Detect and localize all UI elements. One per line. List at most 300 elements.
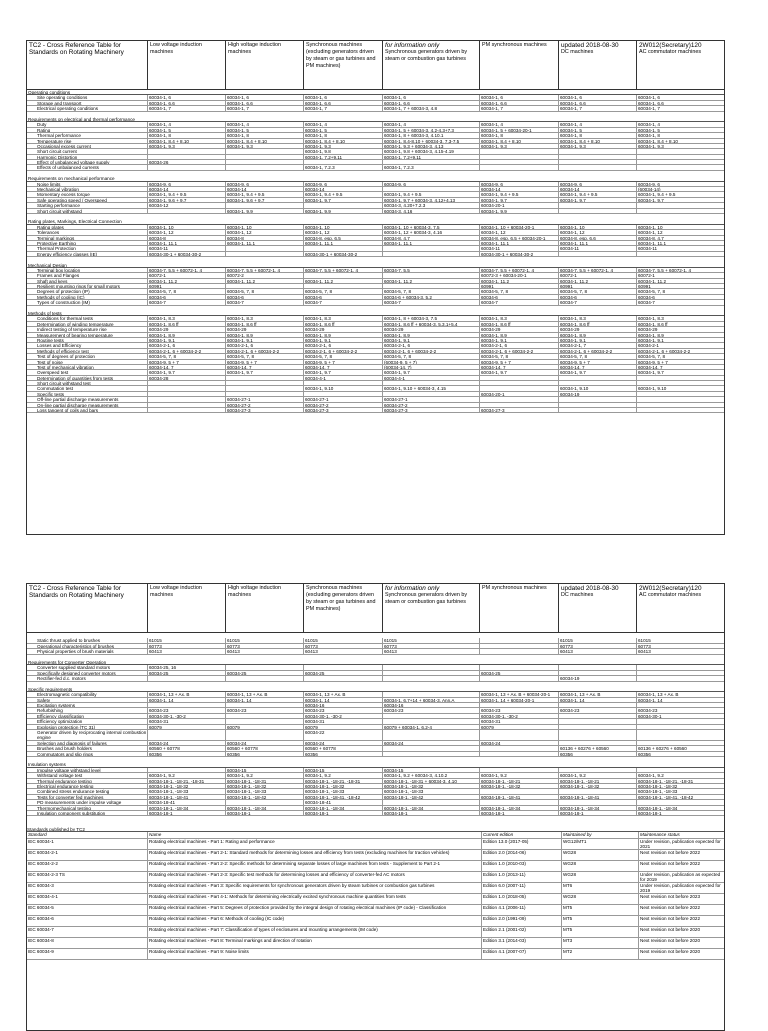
table-cell: [480, 789, 559, 793]
table-cell: [480, 381, 559, 385]
table-cell: [559, 165, 637, 169]
table-cell: 60034-1, 13 + Ax. B: [226, 692, 304, 696]
table-cell: 60034-27-2: [383, 403, 480, 407]
table-cell: 60034-1, 9.9: [480, 209, 559, 213]
table-cell: [637, 252, 724, 256]
row-label: Site operating conditions: [27, 95, 148, 99]
table-cell: 60356: [304, 752, 383, 756]
row-label: Efficiency optimization: [27, 719, 148, 723]
table-cell: [148, 386, 226, 390]
maintenance-status: Next revision not before 2022: [640, 915, 701, 921]
table-cell: [383, 719, 480, 723]
table-cell: [480, 703, 559, 707]
table-cell: 60034-18-1, -18-31 + 60034-3, 4.10: [383, 779, 480, 783]
table-cell: 61015: [559, 638, 637, 642]
table-cell: 60034-14: [148, 187, 226, 191]
row-label: Effect of unbalanced voltage supply: [27, 160, 148, 164]
table-cell: 60034-1, 9.10: [304, 386, 383, 390]
table-cell: 60034-1, 12: [480, 230, 559, 234]
table-cell: 60991: [148, 284, 226, 288]
table-cell: [304, 160, 383, 164]
table-cell: 60034-18-1: [638, 810, 662, 816]
table-cell: 60034-1, 10: [559, 225, 637, 229]
table-cell: 60034-1, 9.2: [480, 773, 559, 777]
table-cell: 60034-1, 12: [148, 230, 226, 234]
row-label: Tests for converter fed machines: [27, 795, 148, 799]
table-cell: 60413: [559, 649, 637, 653]
table-cell: 60560 + 60778: [148, 746, 226, 750]
maintained-by: WG28: [562, 850, 639, 860]
maintenance-status: Next revision not before 2022: [640, 849, 701, 855]
col-header: Synchronous machines (excluding generators driven by steam or gas turbines and PM machines): [304, 584, 383, 632]
table-cell: [304, 392, 383, 396]
row-label: Rating: [27, 128, 148, 132]
table-cell: 60356: [226, 752, 304, 756]
table-cell: 60034-18-1, -18-41: [148, 795, 226, 799]
table-cell: 60034-1, 9.1: [480, 338, 559, 342]
row-label: Protective Earthing: [27, 241, 148, 245]
standard-row: [27, 872, 724, 883]
doc-ref: 2W012(Secretary)120: [639, 585, 702, 592]
table-cell: 60072-2: [226, 273, 304, 277]
col-header: Synchronous machines (excluding generators driven by steam or gas turbines and PM machines): [304, 41, 383, 89]
table-cell: [148, 403, 226, 407]
maintained-by: WG28: [562, 894, 639, 904]
col-header-text: Synchronous generators driven by steam or combustion gas turbines: [385, 49, 468, 62]
table-cell: 60034-16: [383, 703, 480, 707]
table-cell: 60034-7: [148, 300, 226, 304]
table-cell: 60034-1, 6.6: [148, 101, 226, 105]
table-row: [27, 408, 724, 413]
table-cell: 61015: [148, 638, 226, 642]
table-cell: 60034-2-1, 6 + 60034-2-2: [638, 348, 691, 354]
table-cell: 60034-1, 9.9: [304, 209, 383, 213]
table-cell: 60034-1, 9.1: [304, 338, 383, 342]
table-cell: 60034-9, 5 + 7: [638, 359, 668, 364]
table-cell: [148, 676, 226, 680]
table-cell: [637, 676, 724, 680]
row-label: Indirect testing of temperature rise: [27, 327, 148, 331]
table-cell: 60034-1, 14 + 60034-20-1: [480, 698, 559, 702]
table-cell: 60034-2-1, 6 + 60034-2-2: [304, 349, 383, 353]
table-cell: 60034-1, 8: [148, 133, 226, 137]
table-cell: 60034-1, 9.7: [559, 198, 637, 202]
table-cell: 60034-18-1: [383, 811, 480, 815]
section-title: Operating conditions: [28, 90, 71, 95]
maintenance-status: Next revision not before 2020: [640, 926, 701, 932]
standard-number: IEC 60034-2-3 TS: [27, 872, 148, 882]
table-cell: 60034-1, 9.2: [226, 773, 304, 777]
table-cell: 60034-27-3: [304, 408, 383, 412]
maintenance-status: Under revision, publication expected for 2021: [640, 838, 721, 849]
table-cell: 60034-16: [304, 703, 383, 707]
table-cell: [637, 149, 724, 153]
table-cell: 60034-1, 9.4 + 9.5: [148, 192, 226, 196]
table-cell: 60034-1, 5: [559, 128, 637, 132]
table-cell: [559, 768, 637, 772]
table-cell: 60079 + 60034-1, 6.2-4: [383, 725, 480, 729]
current-edition: Edition 2.0 (2014-06): [482, 850, 562, 860]
table-cell: 60034-18-1: [559, 811, 637, 815]
table-cell: [383, 284, 480, 288]
table-cell: 60034-1, 8.9: [559, 333, 637, 337]
table-title: TC2 - Cross Reference Table for Standards on Rotating Machinery: [27, 41, 148, 89]
maintained-by: WG28: [562, 861, 639, 871]
table-cell: 60034-1, 12: [226, 230, 304, 234]
maintained-by: MT3: [562, 938, 639, 948]
table-cell: 60034-18-1, -18-41, -18-42: [638, 794, 694, 800]
standard-row: [27, 927, 724, 938]
section-title: Specific requirements: [28, 686, 73, 692]
table-cell: 60034-1, 9.4 + 9.5: [304, 192, 383, 196]
table-cell: 60034-1, 8.9: [304, 333, 383, 337]
table-cell: 60034-6: [148, 295, 226, 299]
table-cell: 60413: [638, 649, 651, 654]
table-cell: 60034-5, 7, 8: [226, 354, 304, 358]
row-label: Short circuit current: [27, 149, 148, 153]
table-cell: [226, 252, 304, 256]
row-label: Overspeed test: [27, 370, 148, 374]
table-cell: 60034-30-1, -30-2: [480, 714, 559, 718]
standard-row: [27, 905, 724, 916]
table-cell: [226, 203, 304, 207]
table-cell: 60034-1, 9.3: [226, 144, 304, 148]
table-cell: 61015: [638, 638, 651, 643]
row-label: Shaft and keys: [27, 279, 148, 283]
table-cell: 60034-23: [480, 708, 559, 712]
table-cell: 60034-18-1, -18-34: [226, 806, 304, 810]
standard-name: Rotating electrical machines - Part 8: Terminal markings and direction of rotation: [148, 938, 482, 948]
maintained-by: WG28: [562, 872, 639, 882]
table-cell: 60034-18-1, -18-34: [304, 806, 383, 810]
table-page-2: [26, 583, 725, 1031]
table-cell: 60034-31: [480, 719, 559, 723]
table-cell: 60034-1, 7 + 60034-3, 4.8: [383, 106, 480, 110]
row-label: Test of noise: [27, 360, 148, 364]
table-cell: 60034-18-1, -18-33: [148, 789, 226, 793]
table-cell: 60034-8, esp. 6.5 + 60034-20-1: [480, 236, 559, 240]
table-cell: 60034-1, 9.8: [304, 149, 383, 153]
table-cell: 60034-1, 6: [383, 95, 480, 99]
table-cell: 60034-5, 7, 8: [383, 354, 480, 358]
table-cell: 60034-1, 9.2 + 60034-3, 4.10.2: [383, 773, 480, 777]
table-cell: 60034-1, 11.2: [559, 279, 637, 283]
table-cell: 60034-2-1, 6 + 60034-2-2: [480, 349, 559, 353]
table-cell: 60034-23: [304, 708, 383, 712]
table-cell: [637, 671, 724, 675]
table-cell: [226, 376, 304, 380]
table-cell: 60034-1, 9.6 + 9.7: [226, 198, 304, 202]
table-cell: [480, 160, 559, 164]
standard-row: [27, 861, 724, 872]
table-cell: [637, 397, 724, 401]
row-label: Tolerances: [27, 230, 148, 234]
table-cell: 60034-1, 8: [304, 133, 383, 137]
table-cell: 60034-1, 9.9: [226, 209, 304, 213]
row-label: Effects of unbalanced currents: [27, 165, 148, 169]
table-cell: [559, 149, 637, 153]
table-cell: 60034-1, 4: [226, 122, 304, 126]
table-cell: 60034-29: [383, 327, 480, 331]
maintenance-status: Next revision not before 2022: [640, 860, 701, 866]
row-label: Static thrust applied to brushes: [27, 638, 148, 642]
table-cell: 60034-1, 9.10 + 60034-3, 4.15: [383, 386, 480, 390]
table-cell: [559, 376, 637, 380]
table-cell: [637, 800, 724, 804]
table-cell: 60034-1, 9.6 + 9.7: [148, 198, 226, 202]
standard-number: IEC 60034-4-1: [27, 894, 148, 904]
table-cell: 60356: [638, 751, 651, 756]
table-cell: [637, 665, 724, 669]
row-label: Measurement of bearing temperature: [27, 333, 148, 337]
table-cell: 60034-2-1, 6 + 60034-2-2: [383, 349, 480, 353]
table-cell: [480, 676, 559, 680]
standard-row: [27, 883, 724, 894]
table-cell: [559, 408, 637, 412]
table-cell: 60034-2-1, 6: [480, 343, 559, 347]
table-cell: 60034-1, 10: [304, 225, 383, 229]
table-cell: [559, 714, 637, 718]
table-cell: 60034-5, 7, 8: [559, 354, 637, 358]
table-cell: 60034-18-1, -18-32: [559, 784, 637, 788]
maintained-by: MT5: [562, 905, 639, 915]
table-cell: 60034-1, 9.1: [559, 338, 637, 342]
table-cell: 60034-1, 9.7 + 60034-3, 4.12+4.13: [383, 198, 480, 202]
table-cell: 60034-9, 6: [559, 182, 637, 186]
table-cell: [383, 752, 480, 756]
table-cell: 60356: [559, 752, 637, 756]
table-cell: [148, 165, 226, 169]
table-cell: 60034-1, 6: [638, 95, 660, 100]
table-header: [27, 41, 724, 90]
row-label: Insulation component substitution: [27, 811, 148, 815]
table-cell: 60034-1, 5 + 60034-3, 4.2-4.3+7.3: [383, 128, 480, 132]
table-cell: [226, 800, 304, 804]
table-cell: [304, 246, 383, 250]
table-cell: 60034-4-1: [304, 376, 383, 380]
table-cell: 60034-15: [226, 768, 304, 772]
table-cell: 60034-23: [383, 708, 480, 712]
table-cell: 60034-1, 5: [304, 128, 383, 132]
table-cell: [637, 768, 724, 772]
table-cell: 60034-12: [148, 203, 226, 207]
table-cell: 60034-24: [383, 741, 480, 745]
table-cell: 60034-9, 5 + 7: [480, 360, 559, 364]
table-cell: 60034-1, 11.1: [383, 241, 480, 245]
row-label: Storage and transport: [27, 101, 148, 105]
table-cell: 60034-14, 7: [226, 365, 304, 369]
table-cell: 60034-1, 13 + Ax. B + 60034-20-1: [480, 692, 559, 696]
table-cell: 60034-2-1, 6 + 60034-2-2: [148, 349, 226, 353]
row-label: Terminal box location: [27, 268, 148, 272]
table-cell: 61015: [383, 638, 480, 642]
table-cell: 60034-1, 9.4 + 9.5: [480, 192, 559, 196]
table-cell: 60034-1, 9.7: [304, 370, 383, 374]
table-cell: [480, 165, 559, 169]
current-edition: Edition 4.1 (2007-07): [482, 949, 562, 959]
table-cell: 60034-1, 9.3 + 60034-3, 4.13: [383, 144, 480, 148]
table-cell: 60034-18-1, -18-42: [226, 795, 304, 799]
standard-number: IEC 60034-2-1: [27, 850, 148, 860]
table-cell: 60034-1, 6.6: [383, 101, 480, 105]
table-cell: [226, 676, 304, 680]
row-label: Momentary excess torque: [27, 192, 148, 196]
table-cell: 60034-1, 7: [148, 106, 226, 110]
table-cell: 60034-1, 6: [226, 95, 304, 99]
table-cell: 60034-9, 6: [480, 182, 559, 186]
table-cell: 60034-18-1: [480, 811, 559, 815]
table-cell: 60034-30-1 + 60034-30-2: [304, 252, 383, 256]
table-cell: 60034-5, 7, 8: [304, 354, 383, 358]
col-header-text: AC commutator machines: [639, 592, 702, 598]
col-header-text: DC machines: [561, 49, 594, 55]
standards-col-header: Current edition: [482, 832, 562, 837]
table-cell: 60034-1, 8.3: [226, 316, 304, 320]
table-cell: [383, 187, 480, 191]
row-label: Terminal markings: [27, 236, 148, 240]
table-cell: 60034-7: [304, 300, 383, 304]
table-cell: 60034-1, 6: [148, 95, 226, 99]
table-cell: [480, 386, 559, 390]
table-cell: 60034-7, 5.5 + 60072-1, 4: [304, 268, 383, 272]
table-cell: [559, 160, 637, 164]
table-cell: 60072-1: [638, 273, 655, 278]
table-cell: [559, 403, 637, 407]
table-cell: [383, 665, 480, 669]
table-cell: 60034-18-1, -18-32: [638, 783, 678, 789]
table-cell: 60034-15: [304, 768, 383, 772]
table-cell: 60034-9, 5 + 7: [304, 360, 383, 364]
col-header: Low voltage induction machines: [148, 584, 226, 632]
row-label: Degrees of protection (IP): [27, 289, 148, 293]
table-cell: 60034-1, 7: [559, 106, 637, 110]
table-cell: 60034-1, 11.2: [480, 279, 559, 283]
section-title: Rating plates, Markings, Electrical Connection: [28, 219, 122, 224]
table-cell: 60034-9, 6: [226, 182, 304, 186]
table-cell: 60034-1, 9.3: [480, 144, 559, 148]
table-cell: 60034-1, 5 + 60034-20-1: [480, 128, 559, 132]
table-cell: 60034-1, 12: [638, 230, 663, 235]
table-cell: 60034-14: [304, 187, 383, 191]
table-cell: [637, 408, 724, 412]
table-cell: 60034-18-1, -18-34: [559, 806, 637, 810]
table-cell: 60034-18-1, -18-41, -18-42: [304, 795, 383, 799]
table-cell: 60773: [148, 644, 226, 648]
table-cell: 60034-2-1, 6: [226, 343, 304, 347]
table-cell: 60034-20-1: [480, 392, 559, 396]
table-cell: 60034-23: [226, 708, 304, 712]
row-label: Short circuit withstand: [27, 209, 148, 213]
for-info-label: for information only: [385, 585, 440, 592]
table-cell: [226, 381, 304, 385]
standard-number: IEC 60034-9: [27, 949, 148, 959]
table-cell: 60034-14: [480, 187, 559, 191]
table-cell: 60034-1, 7.2+9.11: [304, 155, 383, 159]
table-cell: 60136 + 60276 + 60560: [638, 746, 687, 751]
table-cell: [304, 203, 383, 207]
table-cell: 60034-1, 8.9: [383, 333, 480, 337]
table-cell: 60034-1, 9.10: [638, 386, 667, 391]
table-cell: 60079: [304, 725, 383, 729]
table-cell: 60034-1, 6: [304, 95, 383, 99]
table-cell: [559, 671, 637, 675]
maintained-by: WG12/MT1: [562, 839, 639, 849]
table-cell: 60356: [148, 752, 226, 756]
table-cell: 60034-25, 16: [148, 665, 226, 669]
table-cell: [226, 703, 304, 707]
table-cell: [304, 676, 383, 680]
table-cell: [480, 752, 559, 756]
table-cell: 60034-9, 6: [148, 182, 226, 186]
table-cell: 60034-29: [304, 327, 383, 331]
current-edition: Edition 3.1 (2014-03): [482, 938, 562, 948]
table-cell: 60034-1, 8.6 ff: [638, 321, 668, 327]
row-label: Starting performance: [27, 203, 148, 207]
table-cell: [383, 676, 480, 680]
table-cell: 60034-23: [638, 708, 658, 713]
table-cell: 60034-1, 9.3: [148, 144, 226, 148]
table-cell: 60034-1, 9.7: [226, 370, 304, 374]
table-cell: 60072-3 + 60034-20-1: [480, 273, 559, 277]
table-cell: 60034-25: [480, 671, 559, 675]
table-cell: 60034-1, 6: [480, 95, 559, 99]
col-header: High voltage induction machines: [226, 584, 304, 632]
table-cell: [637, 741, 724, 745]
table-cell: 60079: [148, 725, 226, 729]
section-title: Requirements on electrical and thermal performance: [28, 116, 135, 122]
col-header: PM synchronous machines: [480, 41, 559, 89]
current-edition: Edition 1.0 (2018-05): [482, 894, 562, 904]
table-cell: 60034-1, 11.1: [148, 241, 226, 245]
row-label: Frames and Flanges: [27, 273, 148, 277]
table-cell: 60034-1, 14: [226, 698, 304, 702]
table-cell: 60034-5, 7, 8: [383, 289, 480, 293]
table-cell: 60034-1, 9.3: [304, 144, 383, 148]
table-cell: 60034-1, 5: [226, 128, 304, 132]
row-label: Conditions for thermal tests: [27, 316, 148, 320]
section-title: Insulation systems: [28, 762, 66, 767]
table-cell: [226, 155, 304, 159]
table-cell: 60034-14, 7: [148, 365, 226, 369]
table-cell: (60034-14): [638, 187, 661, 192]
standard-name: Rotating electrical machines - Part 5: Degrees of protection provided by the integral design of rotating electrical machines (IP code) - Classification: [148, 905, 482, 915]
table-cell: 60034-9, 5 + 7: [148, 360, 226, 364]
row-label: Electromagnetic compatibility: [27, 692, 148, 696]
table-cell: 60034-18-1, -18-33: [226, 789, 304, 793]
table-cell: 60034-1, 4: [304, 122, 383, 126]
section-title: Requirements on mechanical performance: [28, 176, 115, 181]
table-cell: 60034-2-1, 7: [559, 343, 637, 347]
table-cell: 60034-2-1, 6: [304, 343, 383, 347]
table-cell: 60034-7, 5.5 + 60072-1, 4: [480, 268, 559, 272]
table-cell: [226, 149, 304, 153]
table-cell: [226, 719, 304, 723]
table-cell: 60034-1, 8.6 ff: [148, 322, 226, 326]
table-cell: (60034-9, 5 + 7): [383, 360, 480, 364]
table-cell: 60034-1, 7.2+9.11: [383, 155, 480, 159]
table-cell: 60034-2-1, 6 + 60034-2-2: [559, 349, 637, 353]
table-cell: 60034-18-1, -18-33: [383, 789, 480, 793]
table-cell: 60034-18-1, -18-21: [559, 779, 637, 783]
col-header: High voltage induction machines: [226, 41, 304, 89]
section-title: Mechanical Design: [28, 262, 67, 267]
row-label: Harmonic Distortion: [27, 155, 148, 159]
current-edition: Edition 13.0 (2017-05): [482, 839, 562, 849]
row-label: On-line partial discharge measurements: [27, 403, 148, 407]
table-cell: [226, 246, 304, 250]
row-label: Thermal performance: [27, 133, 148, 137]
table-cell: 60034-18-1, -18-34: [638, 805, 678, 810]
